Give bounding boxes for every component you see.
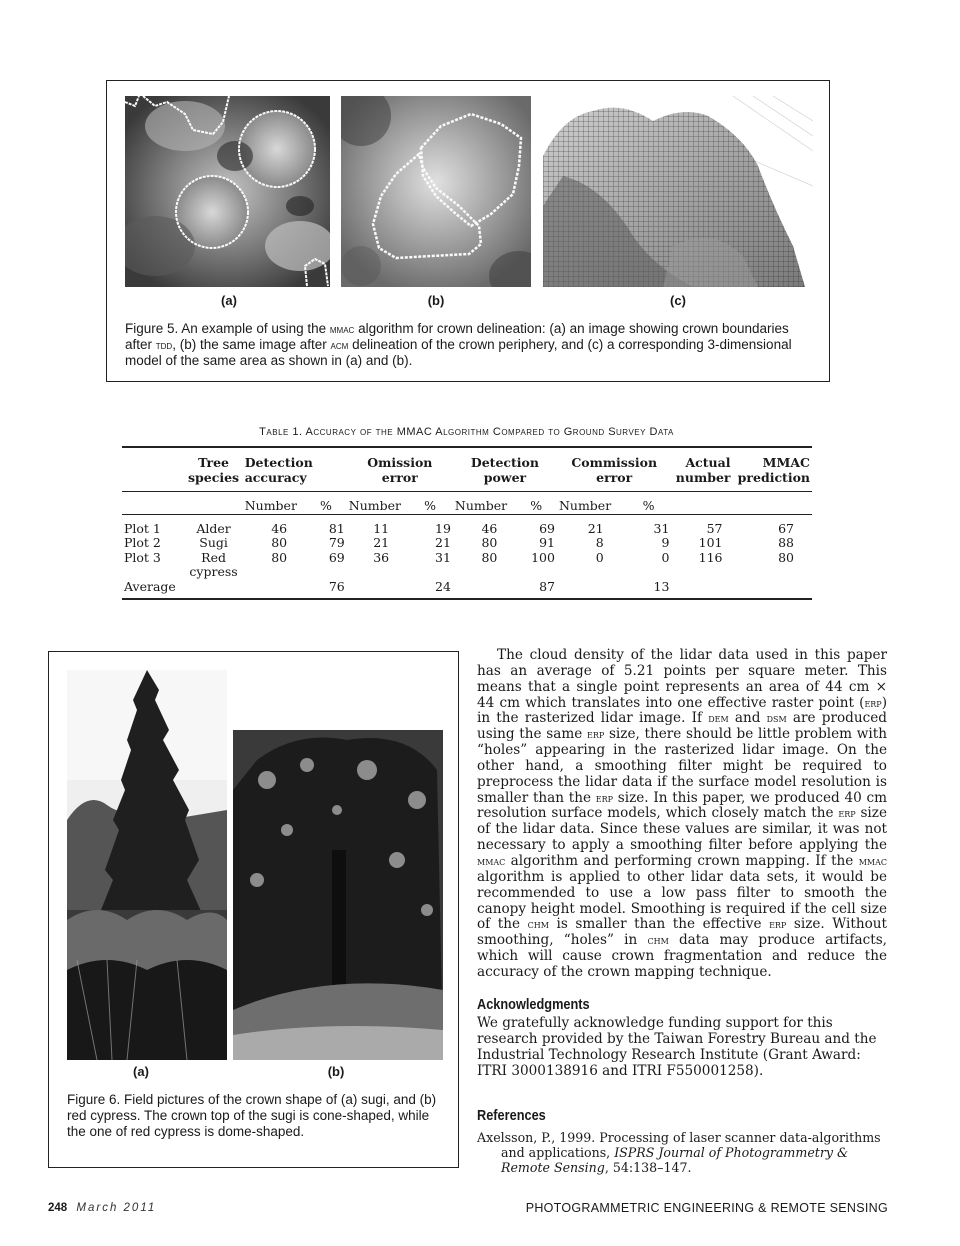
figure-5c-label: (c) — [670, 293, 686, 308]
cell: 80 — [271, 535, 288, 550]
cell: 36 — [373, 549, 390, 565]
header-detection-accuracy: Detection accuracy — [244, 455, 313, 485]
subheader-cell: % — [642, 498, 655, 513]
cell: 46 — [481, 520, 498, 536]
issue-date: March 2011 — [76, 1202, 157, 1214]
table-row — [122, 514, 812, 536]
row-average-label: Average — [124, 578, 176, 594]
subheader-cell: Number — [558, 498, 612, 513]
references-heading: References — [477, 1107, 546, 1124]
cell: 80 — [481, 549, 498, 565]
row-plot-label: Plot 2 — [124, 535, 161, 550]
cell: 91 — [539, 535, 555, 550]
figure-5a-label: (a) — [221, 293, 237, 308]
page-number: 248 — [48, 1202, 68, 1214]
cell: 67 — [778, 520, 794, 536]
acknowledgments-text — [477, 1016, 887, 1079]
header-commission-error: Commission error — [571, 455, 658, 485]
subheader-cell: % — [424, 498, 436, 513]
cell: 69 — [328, 549, 345, 565]
cell: 57 — [706, 520, 723, 536]
cell: 19 — [435, 520, 451, 536]
row-species: Red cypress — [189, 549, 238, 579]
cell: 80 — [481, 535, 498, 550]
cell: 8 — [595, 535, 604, 550]
cell: 11 — [373, 520, 390, 536]
cell: 21 — [373, 535, 390, 550]
header-tree-species: Tree species — [188, 455, 240, 485]
subheader-cell: Number — [348, 498, 401, 513]
table-row — [122, 551, 812, 580]
acknowledgments-paragraph: We gratefully acknowledge funding support for this research provided by the Taiwan Forestry Bureau and the Industrial Technology Research Institute (Grant Award: ITRI 3000138916 and ITRI F550001258). — [477, 1015, 877, 1079]
body-paragraph: The cloud density of the lidar data used in this paper has an average of 5.21 points per square meter. This means that a single point represents an area of 44 cm × 44 cm which translates into one effective raster point (erp) in the rasterized lidar image. If dem and dsm are produced using the same erp size, there should be little problem with “holes” appearing in the rasterized lidar image. On the other hand, a smoothing filter might be required to preprocess the lidar data if the surface model resolution is smaller than the erp size. In this paper, we produced 40 cm resolution surface models, which closely match the erp size of the lidar data. Since these values are similar, it was not necessary to apply a smoothing filter before applying the mmac algorithm and performing crown mapping. If the mmac algorithm is applied to other lidar data sets, it would be recommended to use a low pass filter to smooth the canopy height model. Smoothing is required if the cell size of the chm is smaller than the effective erp size. Without smoothing, “holes” in chm data may produce artifacts, which will cause crown fragmentation and reduce the accuracy of the crown mapping technique. — [477, 647, 887, 980]
figure-5c-image — [543, 96, 813, 287]
subheader-cell: % — [320, 498, 332, 513]
cell: 24 — [435, 578, 451, 594]
cell: 13 — [653, 578, 670, 594]
figure-5b-label: (b) — [427, 293, 445, 308]
cell: 100 — [531, 549, 555, 565]
cell: 87 — [539, 578, 555, 594]
table-1-title: Table 1. Accuracy of the MMAC Algorithm Compared to Ground Survey Data — [259, 426, 674, 438]
figure-5 — [106, 80, 830, 382]
figure-6a-label: (a) — [133, 1064, 149, 1079]
cell: 31 — [653, 520, 670, 536]
header-detection-power: Detection power — [470, 455, 539, 485]
table-1-header-row — [122, 447, 812, 485]
row-species: Alder — [196, 520, 231, 536]
figure-5-caption: Figure 5. An example of using the mmac algorithm for crown delineation: (a) an image showing crown boundaries after tdd, (b) the same image after acm delineation of the crown periphery, and (c) a corresponding 3-dimensional model of the same area as shown in (a) and (b). — [125, 321, 792, 368]
figure-6b-label: (b) — [327, 1064, 345, 1079]
subheader-cell: Number — [244, 498, 297, 513]
header-actual-number: Actual number — [675, 455, 731, 485]
cell: 21 — [587, 520, 604, 536]
cell: 80 — [271, 549, 288, 565]
cell: 46 — [271, 520, 288, 536]
table-row-average — [122, 580, 812, 600]
table-row — [122, 536, 812, 551]
figure-6 — [48, 651, 459, 1168]
cell: 76 — [328, 578, 345, 594]
cell: 9 — [661, 535, 670, 550]
acknowledgments-heading: Acknowledgments — [477, 996, 590, 1013]
cell: 80 — [778, 549, 794, 565]
subheader-cell: % — [530, 498, 543, 513]
cell: 116 — [698, 549, 723, 565]
cell: 101 — [698, 535, 723, 550]
cell: 81 — [328, 520, 345, 536]
footer-journal-name: PHOTOGRAMMETRIC ENGINEERING & REMOTE SENSING — [525, 1201, 888, 1215]
cell: 21 — [435, 535, 451, 550]
figure-6-photos — [67, 670, 443, 1060]
row-species: Sugi — [199, 535, 228, 550]
subheader-cell: Number — [454, 498, 508, 513]
table-1-subheader-row — [122, 492, 812, 515]
cell: 0 — [595, 549, 604, 565]
header-mmac-prediction: MMAC prediction — [737, 455, 810, 485]
figure-5b-image — [341, 96, 531, 287]
figure-5a-image — [125, 96, 330, 287]
footer-left — [48, 1202, 156, 1214]
cell: 31 — [435, 549, 451, 565]
cell: 79 — [328, 535, 345, 550]
cell: 69 — [539, 520, 555, 536]
cell: 88 — [778, 535, 794, 550]
figure-6-caption: Figure 6. Field pictures of the crown shape of (a) sugi, and (b) red cypress. The crown top of the sugi is cone-shaped, while the one of red cypress is dome-shaped. — [67, 1092, 437, 1139]
table-1 — [122, 446, 812, 600]
row-plot-label: Plot 1 — [124, 520, 161, 536]
reference-entry: Axelsson, P., 1999. Processing of laser scanner data-algorithms and applications, ISPRS Journal of Photogrammetry & Remote Sensing, 54:138–147. — [477, 1130, 881, 1175]
cell: 0 — [661, 549, 670, 565]
header-omission-error: Omission error — [367, 455, 433, 485]
row-plot-label: Plot 3 — [124, 549, 161, 565]
